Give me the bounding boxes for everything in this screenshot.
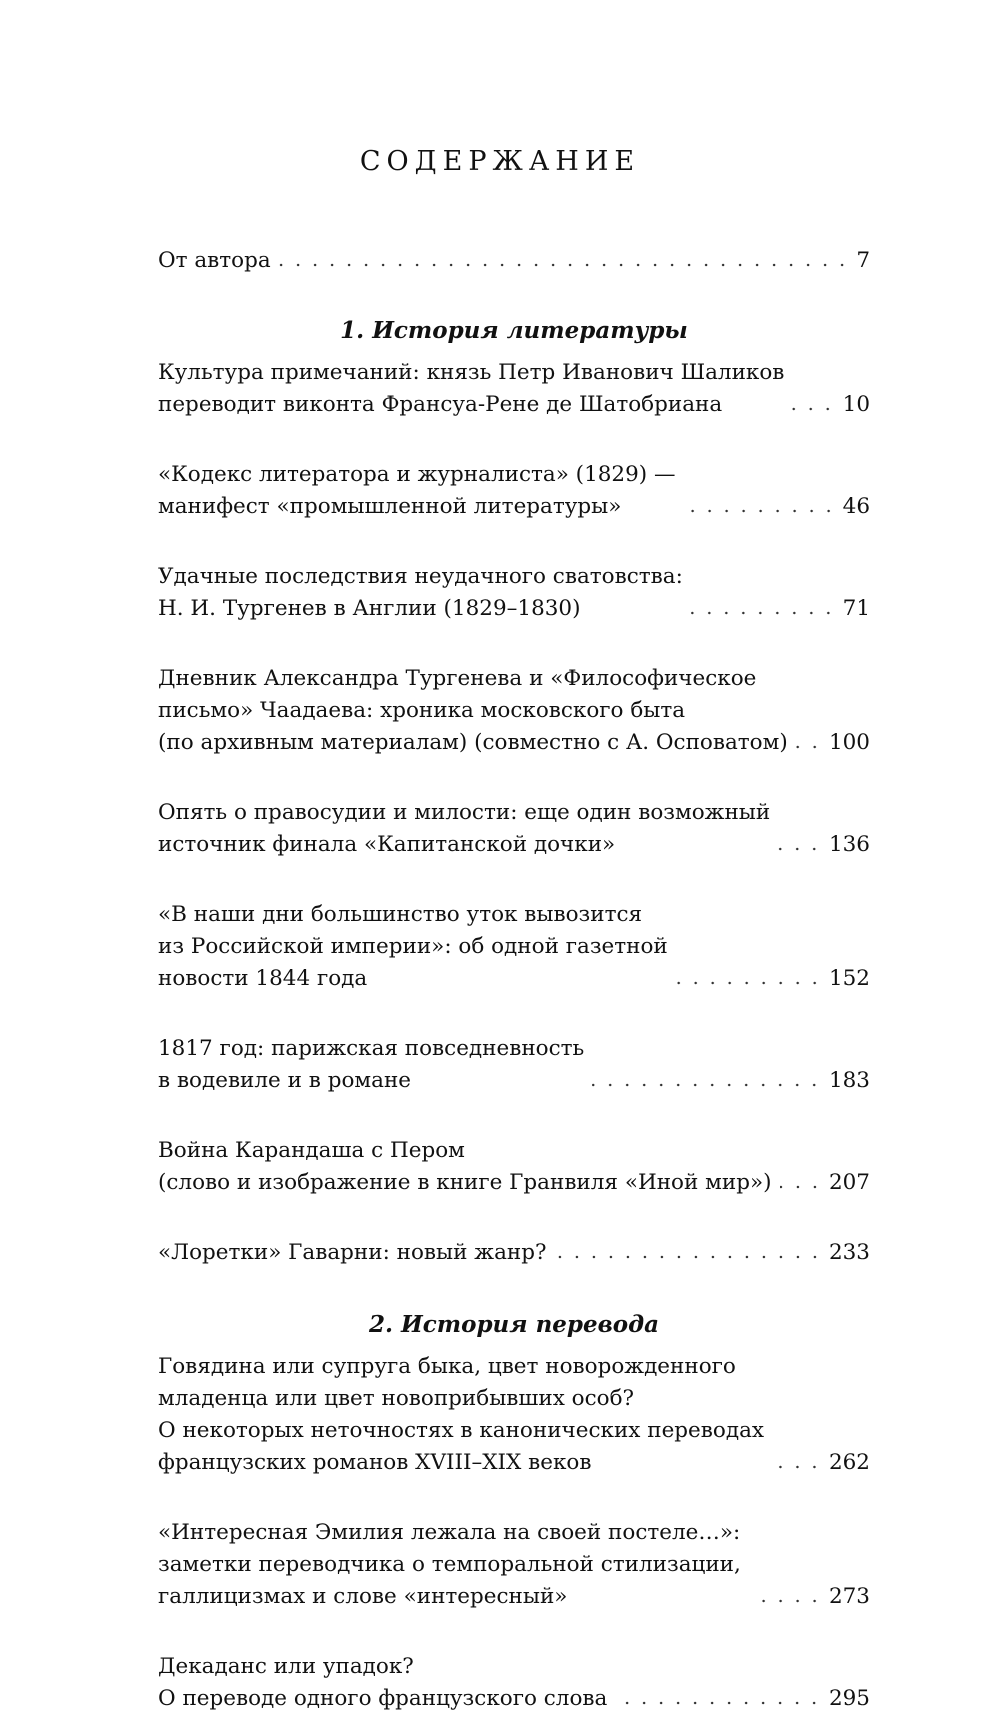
toc-entry-title: «Кодекс литератора и журналиста» (1829) — манифест «промышленной литературы» — [158, 462, 676, 519]
dot-leader — [780, 1184, 823, 1190]
toc-page-number: 136 — [828, 832, 870, 857]
toc-page-number: 46 — [842, 494, 870, 519]
toc-entry-title: «Лоретки» Гаварни: новый жанр? — [158, 1240, 547, 1265]
dot-leader — [778, 846, 823, 852]
toc-entry-title: «В наши дни большинство уток вывозится из Российской империи»: об одной газетной новости 1844 года — [158, 902, 668, 991]
toc-entry-title: Декаданс или упадок? О переводе одного французского слова — [158, 1654, 608, 1711]
toc-page-number: 295 — [828, 1686, 870, 1711]
page-title: СОДЕРЖАНИЕ — [359, 146, 641, 178]
toc-entry[interactable] — [158, 1237, 870, 1269]
dot-leader — [749, 1598, 823, 1604]
dot-leader — [676, 980, 823, 986]
toc-page-number: 7 — [856, 248, 870, 273]
toc-page-number: 10 — [842, 392, 870, 417]
toc-entry[interactable] — [158, 1351, 870, 1479]
toc-entry[interactable] — [158, 459, 870, 523]
dot-leader — [555, 1254, 823, 1260]
toc-entry-title: Дневник Александра Тургенева и «Философическое письмо» Чаадаева: хроника московского быта (по архивным материалам) (совместно с А. Осповатом) — [158, 666, 788, 755]
table-of-contents — [158, 245, 870, 1715]
dot-leader — [615, 1700, 823, 1706]
toc-entry-title: Опять о правосудии и милости: еще один возможный источник финала «Капитанской дочки» — [158, 800, 771, 857]
toc-page-number: 273 — [828, 1584, 870, 1609]
toc-entry[interactable] — [158, 1033, 870, 1097]
toc-entry-title: Культура примечаний: князь Петр Иванович Шаликов переводит виконта Франсуа-Рене де Шатобриана — [158, 360, 785, 417]
toc-entry-title: «Интересная Эмилия лежала на своей постеле…»: заметки переводчика о темпоральной стилизации, галлицизмах и слове «интересный» — [158, 1520, 741, 1609]
toc-entry[interactable] — [158, 1517, 870, 1613]
toc-entry[interactable] — [158, 797, 870, 861]
dot-leader — [684, 508, 837, 514]
toc-entry[interactable] — [158, 1651, 870, 1715]
toc-entry[interactable] — [158, 1135, 870, 1199]
toc-entry-title: От автора — [158, 248, 271, 273]
dot-leader — [592, 1082, 823, 1088]
section-heading-translation-history: 2. История перевода — [369, 1311, 659, 1338]
dot-leader — [796, 744, 823, 750]
toc-page-number: 233 — [828, 1240, 870, 1265]
toc-page-number: 152 — [828, 966, 870, 991]
toc-entry-title: Удачные последствия неудачного сватовства: Н. И. Тургенев в Англии (1829–1830) — [158, 564, 683, 621]
section-heading-literature-history: 1. История литературы — [340, 317, 688, 344]
toc-entry-title: 1817 год: парижская повседневность в водевиле и в романе — [158, 1036, 585, 1093]
dot-leader — [279, 262, 851, 268]
toc-entry[interactable] — [158, 663, 870, 759]
toc-entry[interactable] — [158, 899, 870, 995]
toc-entry-intro[interactable] — [158, 245, 870, 277]
toc-page-number: 183 — [828, 1068, 870, 1093]
toc-page-number: 100 — [828, 730, 870, 755]
toc-entry[interactable] — [158, 357, 870, 421]
toc-page-number: 207 — [828, 1170, 870, 1195]
dot-leader — [691, 610, 837, 616]
dot-leader — [792, 406, 836, 412]
toc-entry-title: Война Карандаша с Пером (слово и изображение в книге Гранвиля «Иной мир») — [158, 1138, 772, 1195]
toc-entry[interactable] — [158, 561, 870, 625]
toc-page-number: 262 — [828, 1450, 870, 1475]
dot-leader — [772, 1464, 823, 1470]
toc-page-number: 71 — [842, 596, 870, 621]
toc-entry-title: Говядина или супруга быка, цвет новорожденного младенца или цвет новоприбывших особ? О некоторых неточностях в канонических переводах французских романов XVIII–XIX веков — [158, 1354, 765, 1475]
